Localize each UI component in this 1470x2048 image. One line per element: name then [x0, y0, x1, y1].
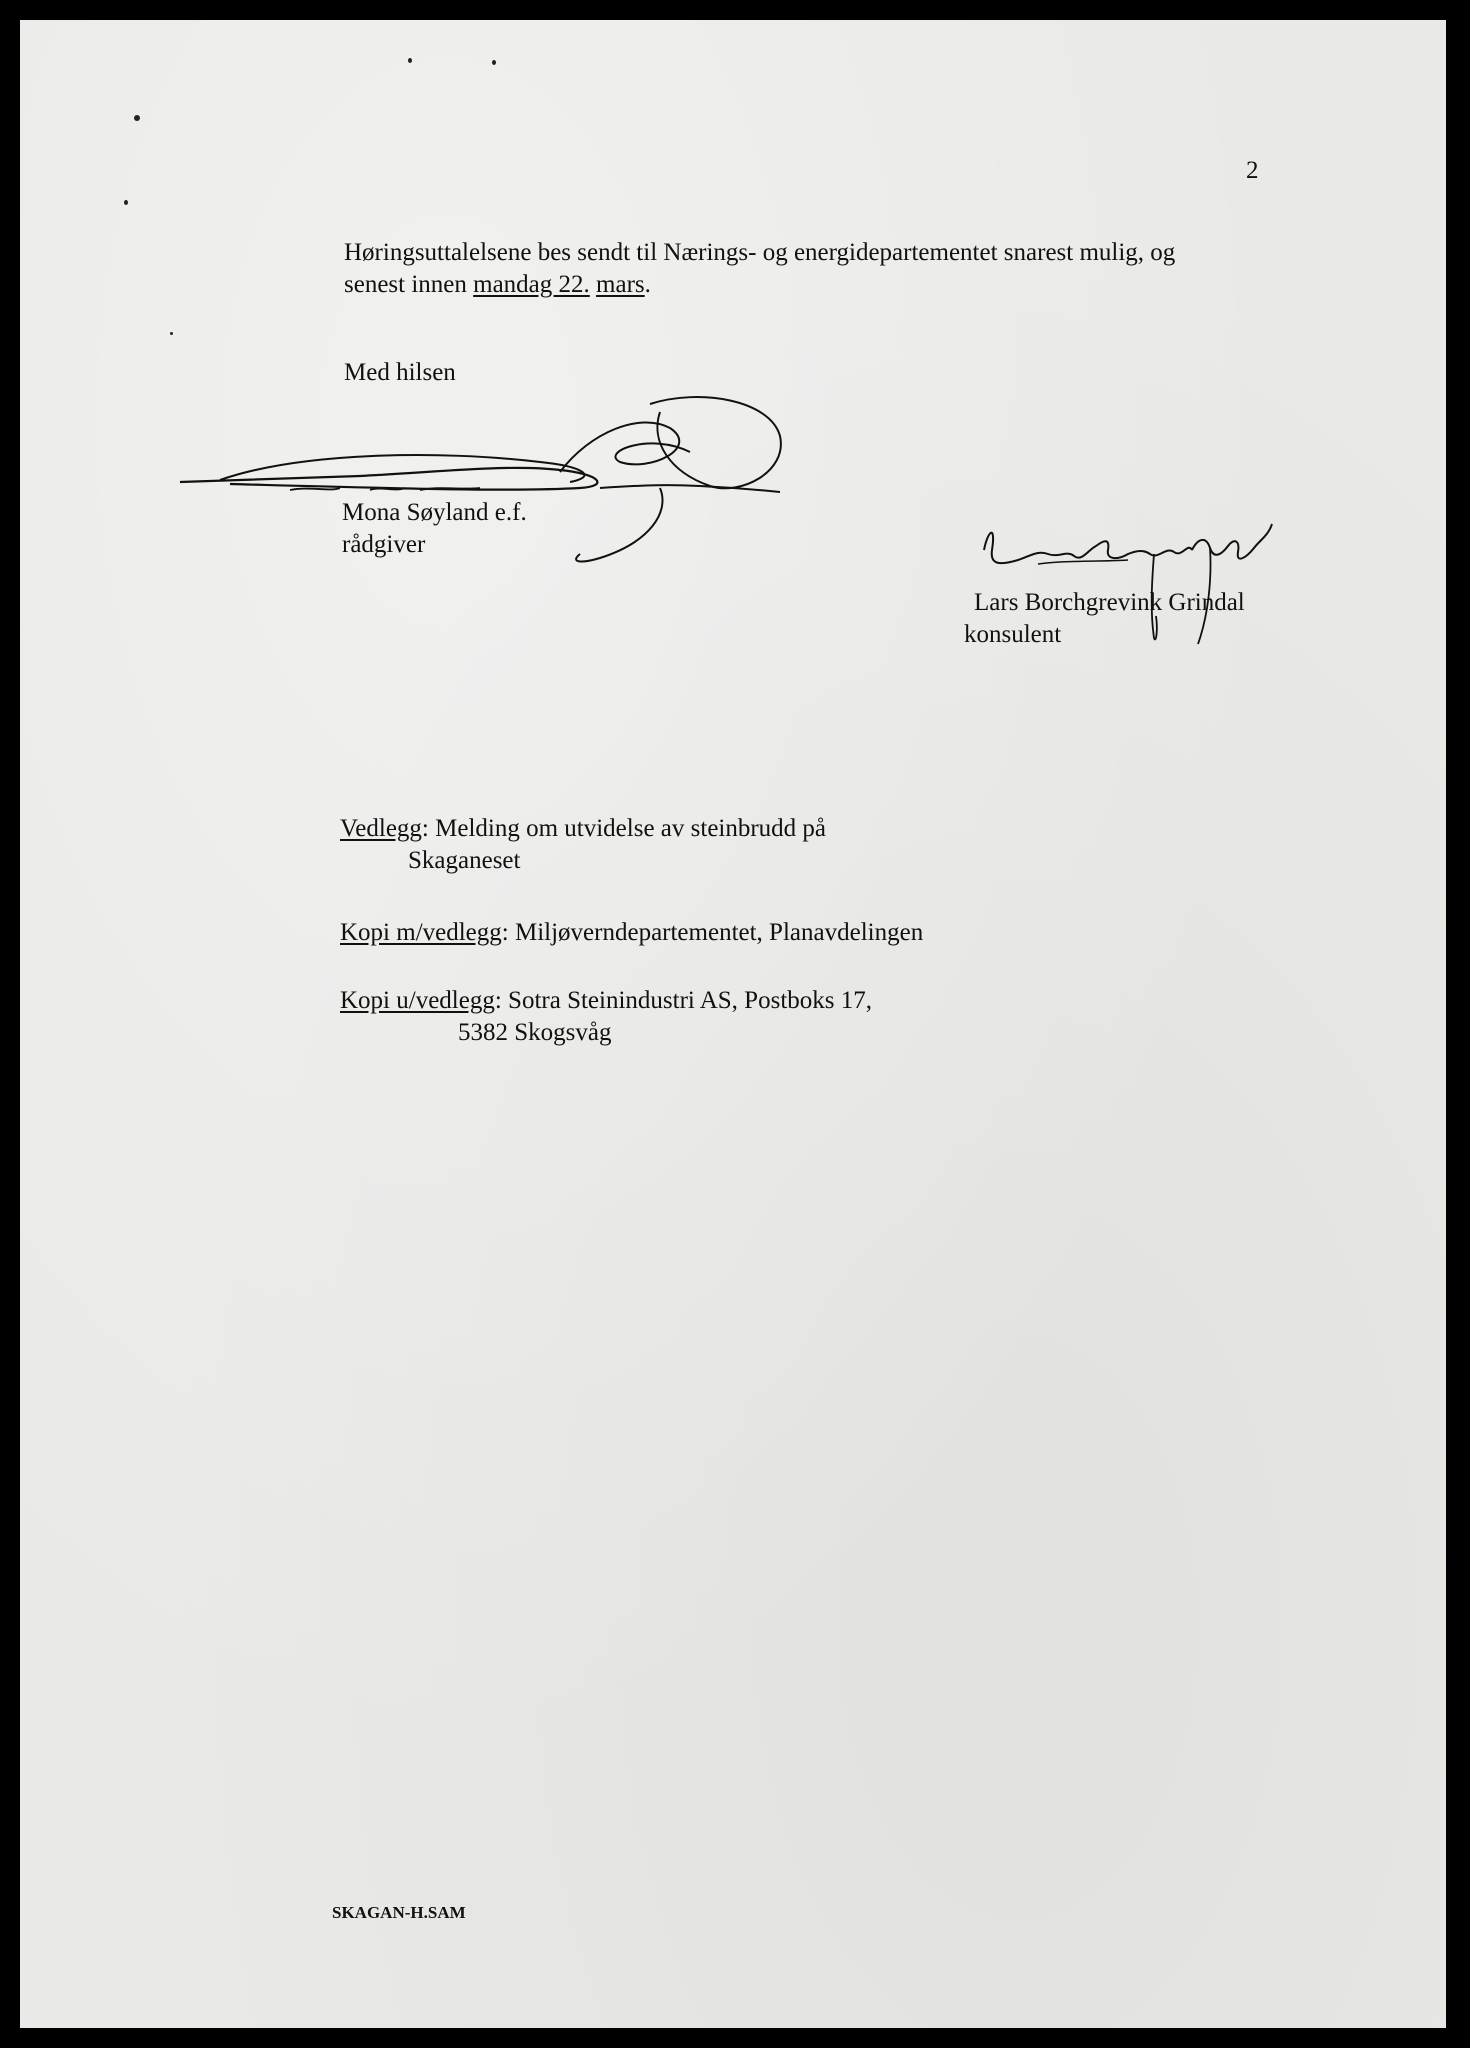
- scan-speck: [408, 58, 412, 63]
- signature-right-stroke: [1038, 560, 1128, 564]
- kopi-m-text: Miljøverndepartementet, Planavdelingen: [514, 919, 924, 946]
- deadline-month: mars: [596, 271, 645, 298]
- vedlegg-line: Vedlegg: Melding om utvidelse av steinbrudd på: [340, 815, 827, 842]
- kopi-u-line: Kopi u/vedlegg: Sotra Steinindustri AS, Postboks 17,: [340, 987, 872, 1014]
- kopi-u-text-1: Sotra Steinindustri AS, Postboks 17,: [508, 987, 872, 1014]
- footer-reference: SKAGAN-H.SAM: [332, 1903, 466, 1922]
- body-line-2-suffix: .: [644, 271, 651, 298]
- signature-right-stroke: [984, 533, 1192, 564]
- vedlegg-text-1: Melding om utvidelse av steinbrudd på: [435, 815, 827, 842]
- signature-left-stroke: [650, 397, 781, 488]
- kopi-m-label: Kopi m/vedlegg: [340, 919, 502, 946]
- closing-greeting: Med hilsen: [344, 359, 456, 386]
- body-line-2-prefix: senest innen: [344, 271, 474, 298]
- scan-speck: [124, 200, 128, 205]
- signature-left-stroke: [576, 488, 662, 561]
- scan-speck: [134, 115, 140, 121]
- signature-left: [180, 392, 800, 572]
- signature-left-stroke: [600, 485, 780, 492]
- page-number: 2: [1246, 157, 1259, 184]
- signatory-right-title: konsulent: [964, 621, 1062, 648]
- kopi-u-text-2: 5382 Skogsvåg: [458, 1019, 612, 1046]
- signatory-left-name: Mona Søyland e.f.: [342, 499, 527, 526]
- scan-speck: [170, 332, 173, 335]
- kopi-u-label: Kopi u/vedlegg: [340, 987, 495, 1014]
- signature-left-stroke: [560, 422, 690, 472]
- signature-right-stroke: [1192, 524, 1272, 559]
- signatory-right-name: Lars Borchgrevink Grindal: [974, 589, 1245, 616]
- scan-speck: [492, 60, 496, 65]
- document-page: [20, 20, 1446, 2028]
- kopi-m-line: Kopi m/vedlegg: Miljøverndepartementet, Planavdelingen: [340, 919, 924, 946]
- deadline-date: mandag 22.: [473, 271, 590, 298]
- signatory-left-title: rådgiver: [342, 531, 426, 558]
- body-line-2: [344, 268, 651, 301]
- vedlegg-label: Vedlegg: [340, 815, 422, 842]
- vedlegg-text-2: Skaganeset: [408, 847, 521, 874]
- body-line-1: Høringsuttalelsene bes sendt til Nærings- og energidepartementet snarest mulig, og: [344, 239, 1176, 266]
- signature-left-stroke: [180, 468, 597, 490]
